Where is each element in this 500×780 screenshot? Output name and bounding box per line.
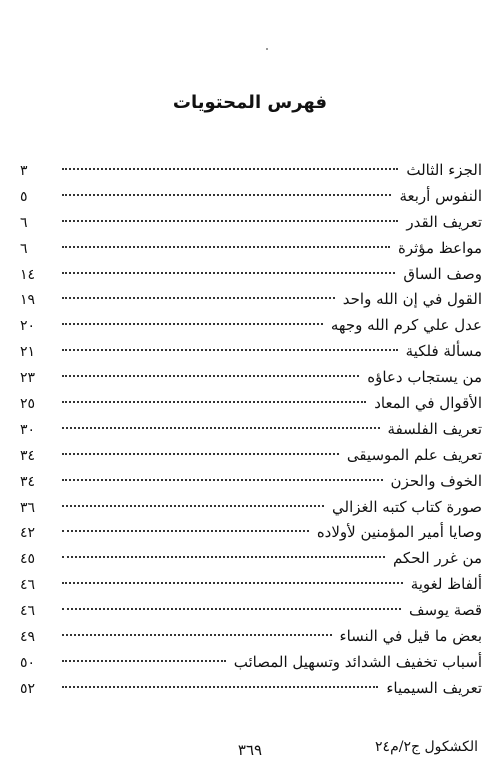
dot-leader [62,194,391,196]
toc-entry-page: ١٤ [20,266,36,283]
dot-leader [62,582,403,584]
toc-entry-title: وصف الساق [403,264,482,283]
toc-entry-page: ٤٦ [20,603,36,620]
toc-entry-page: ٤٢ [20,525,36,542]
dot-leader [62,660,226,662]
toc-entry [20,676,482,702]
toc-entry [20,598,482,624]
toc-entry-title: مواعظ مؤثرة [397,238,482,257]
toc-entry-title: ألفاظ لغوية [410,575,482,594]
toc-entry [20,210,482,236]
book-reference: الكشكول ج٢/م٢٤ [375,739,478,755]
toc-entry [20,417,482,443]
dot-leader [62,297,335,299]
page-number: ٣٦٩ [237,741,263,759]
dot-leader [62,608,401,610]
dot-leader [62,401,366,403]
toc-entry-title: الخوف والحزن [390,471,482,490]
dot-leader [62,246,390,248]
toc-entry-title: من غرر الحكم [392,549,482,568]
toc-entry-page: ٢١ [20,344,36,361]
toc-entry-page: ٢٠ [20,318,36,335]
toc-entry [20,365,482,391]
dot-leader [62,505,324,507]
toc-entry-page: ٤٩ [20,629,36,646]
toc-entry-title: النفوس أربعة [399,186,482,205]
toc-entry [20,339,482,365]
toc-entry [20,495,482,521]
toc-entry-title: بعض ما قيل في النساء [339,627,482,646]
toc-entry [20,650,482,676]
toc-entry [20,469,482,495]
toc-entry-title: من يستجاب دعاؤه [367,368,482,387]
toc-entry [20,236,482,262]
dot-leader [62,479,383,481]
toc-entry [20,391,482,417]
toc-entry-title: مسألة فلكية [405,342,482,361]
toc-entry [20,262,482,288]
toc-entry-title: أسباب تخفيف الشدائد وتسهيل المصائب [233,652,482,671]
toc-entry-page: ٥٢ [20,680,36,697]
toc-entry-page: ٣٤ [20,447,36,464]
toc-entry [20,158,482,184]
toc-entry-page: ٦ [20,214,28,231]
dot-leader [62,556,385,558]
toc-entry-page: ٣٠ [20,421,36,438]
toc-entry-page: ٤٦ [20,577,36,594]
dot-leader [62,323,323,325]
toc-entry-title: تعريف السيمياء [386,678,482,697]
scan-speck [266,48,268,50]
dot-leader [62,272,395,274]
toc-entry-page: ٣ [20,163,28,179]
dot-leader [62,375,359,377]
toc-entry [20,443,482,469]
toc-entry-title: تعريف علم الموسيقى [346,445,482,464]
toc-entry-title: صورة كتاب كتبه الغزالي [332,497,482,516]
toc-entry [20,184,482,210]
toc-entry-title: الجزء الثالث [406,161,482,179]
toc-entry [20,313,482,339]
toc-entry [20,572,482,598]
dot-leader [62,634,332,636]
toc-entry-page: ١٩ [20,292,36,309]
dot-leader [62,220,398,222]
dot-leader [62,349,398,351]
toc-entry [20,546,482,572]
table-of-contents [20,158,482,702]
toc-entry-page: ٦ [20,240,28,257]
toc-entry-title: قصة يوسف [408,601,482,620]
dot-leader [62,686,378,688]
toc-entry-page: ٥ [20,188,28,205]
toc-entry-page: ٤٥ [20,551,36,568]
toc-entry-title: تعريف الفلسفة [387,419,482,438]
toc-entry-title: القول في إن الله واحد [342,290,482,309]
toc-entry [20,520,482,546]
toc-entry-page: ٢٣ [20,370,36,387]
toc-entry [20,287,482,313]
page-title: فهرس المحتويات [172,92,328,113]
dot-leader [62,453,339,455]
toc-entry-title: الأقوال في المعاد [374,394,482,413]
toc-entry-page: ٣٦ [20,499,36,516]
toc-entry-page: ٢٥ [20,396,36,413]
toc-entry-page: ٥٠ [20,654,36,671]
toc-entry-title: تعريف القدر [406,212,482,231]
toc-entry-title: وصايا أمير المؤمنين لأولاده [316,523,482,542]
toc-entry [20,624,482,650]
dot-leader [62,530,309,532]
toc-entry-page: ٣٤ [20,473,36,490]
dot-leader [62,427,380,429]
toc-entry-title: عدل علي كرم الله وجهه [330,316,482,335]
dot-leader [62,168,398,170]
